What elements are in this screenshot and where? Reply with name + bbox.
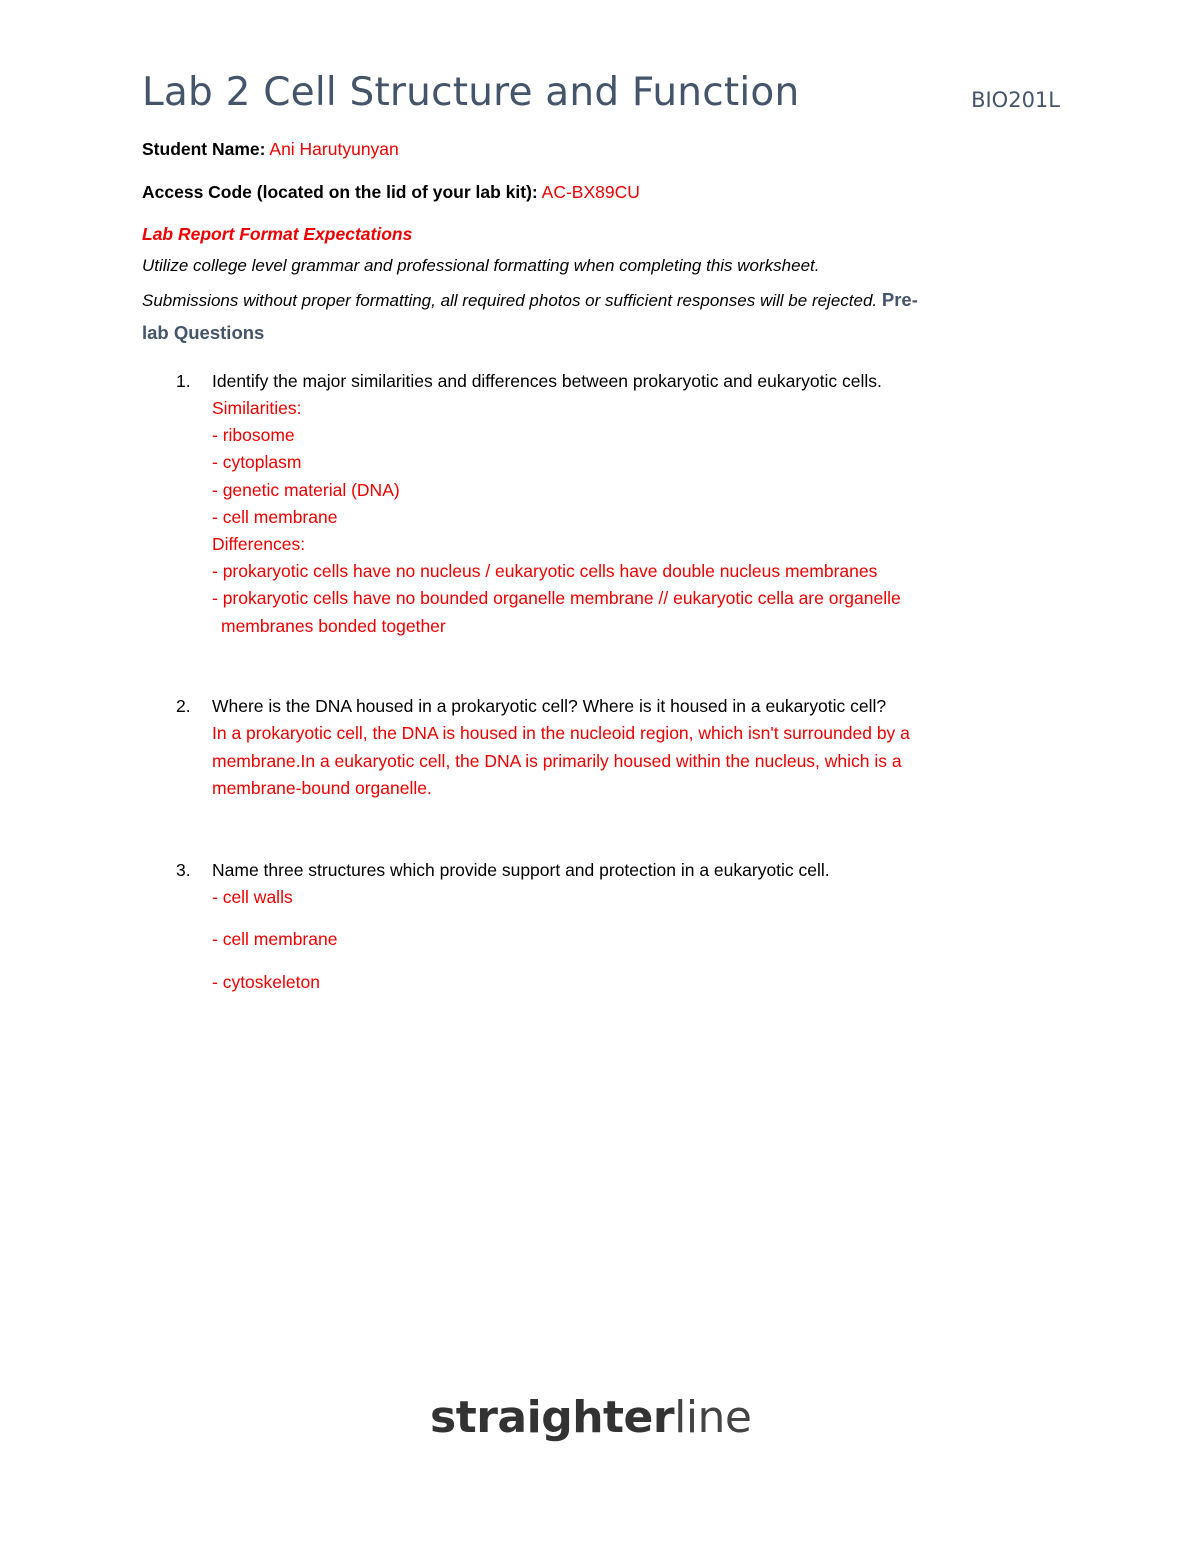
course-code: BIO201L (971, 88, 1060, 112)
student-name-value: Ani Harutyunyan (269, 139, 399, 159)
answer-3-line: - cell walls (212, 887, 293, 907)
answer-1-line: - genetic material (DNA) (212, 480, 400, 500)
access-code-label: Access Code (located on the lid of your lab kit): (142, 182, 538, 202)
logo-word-light: line (674, 1392, 752, 1443)
student-name-label: Student Name: (142, 139, 266, 159)
answer-1-line: Similarities: (212, 398, 302, 418)
straighterline-logo (430, 1392, 770, 1456)
question-2-text: Where is the DNA housed in a prokaryotic cell? Where is it housed in a eukaryotic cell? (212, 696, 887, 716)
access-code-value: AC-BX89CU (541, 182, 640, 202)
expectations-heading: Lab Report Format Expectations (142, 224, 413, 244)
title-row (142, 70, 1060, 126)
answer-3-line: - cell membrane (212, 929, 338, 949)
document-title: Lab 2 Cell Structure and Function (142, 70, 800, 115)
logo-wordmark (430, 1392, 752, 1443)
answer-1-line: - prokaryotic cells have no bounded organelle membrane // eukaryotic cella are organelle (212, 588, 901, 608)
answer-1-line: membranes bonded together (221, 616, 446, 636)
answer-1-line: - cell membrane (212, 507, 338, 527)
question-3-number: 3. (176, 860, 191, 880)
question-1-number: 1. (176, 371, 191, 391)
expectations-line-2-row (142, 289, 918, 311)
answer-3-line: - cytoskeleton (212, 972, 320, 992)
expectations-line-2: Submissions without proper formatting, all required photos or sufficient responses will be rejected. (142, 291, 878, 310)
question-3-text: Name three structures which provide support and protection in a eukaryotic cell. (212, 860, 830, 880)
expectations-line-1: Utilize college level grammar and professional formatting when completing this worksheet. (142, 256, 820, 275)
prelab-heading-part1: Pre- (881, 289, 918, 310)
answer-1-line: - ribosome (212, 425, 295, 445)
answer-1-line: Differences: (212, 534, 306, 554)
prelab-heading-part2: lab Questions (142, 322, 265, 343)
question-2-number: 2. (176, 696, 191, 716)
question-1-text: Identify the major similarities and differences between prokaryotic and eukaryotic cells. (212, 371, 882, 391)
answer-2-line: membrane.In a eukaryotic cell, the DNA is primarily housed within the nucleus, which is a (212, 751, 902, 771)
student-name-line (142, 139, 399, 160)
access-code-line (142, 182, 640, 203)
answer-2-line: In a prokaryotic cell, the DNA is housed in the nucleoid region, which isn't surrounded by a (212, 723, 910, 743)
answer-1-line: - prokaryotic cells have no nucleus / eukaryotic cells have double nucleus membranes (212, 561, 878, 581)
answer-2-line: membrane-bound organelle. (212, 778, 432, 798)
answer-1-line: - cytoplasm (212, 452, 302, 472)
logo-word-bold: straighter (430, 1392, 675, 1443)
